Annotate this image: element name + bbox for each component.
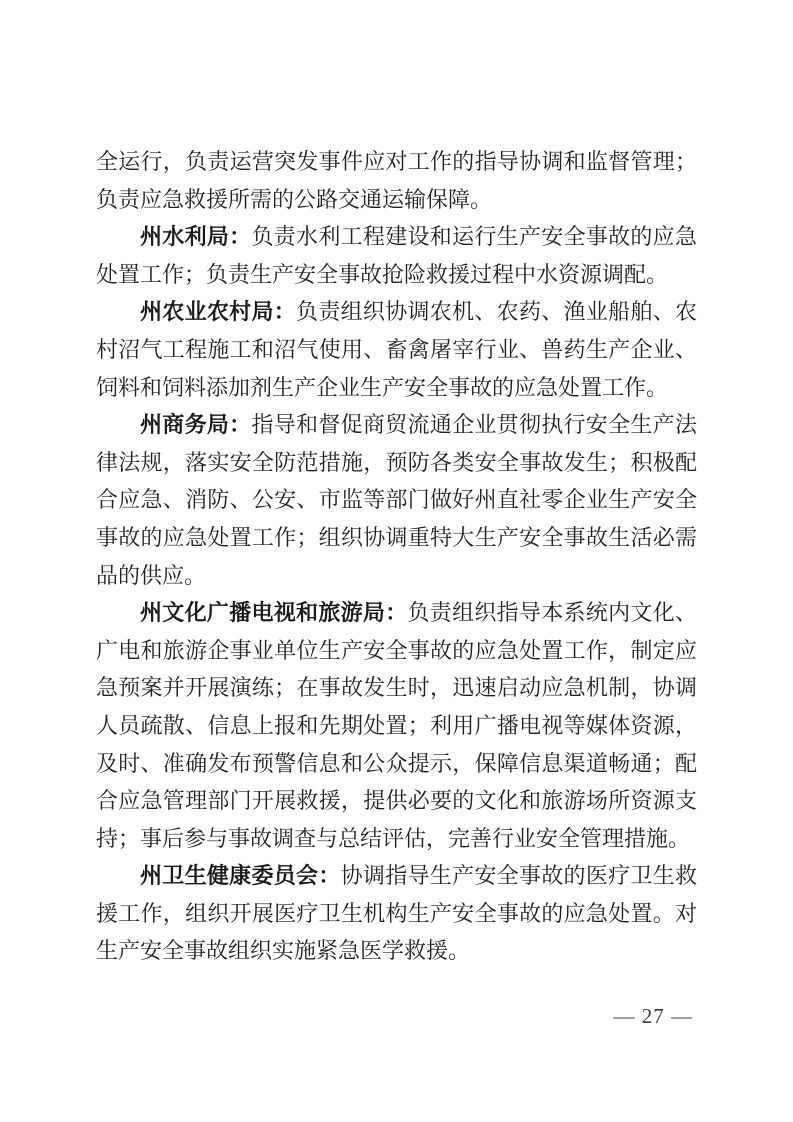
department-heading: 州文化广播电视和旅游局： <box>140 600 408 626</box>
paragraph: 全运行，负责运营突发事件应对工作的指导协调和监督管理；负责应急救援所需的公路交通运输保障。 <box>96 149 697 212</box>
paragraph: 州文化广播电视和旅游局：负责组织指导本系统内文化、广电和旅游企事业单位生产安全事故的应急处置工作，制定应急预案并开展演练；在事故发生时，迅速启动应急机制，协调人员疏散、信息上报和先期处置；利用广播电视等媒体资源，及时、准确发布预警信息和公众提示，保障信息渠道畅通；配合应急管理部门开展救援，提供必要的文化和旅游场所资源支持；事后参与事故调查与总结评估，完善行业安全管理措施。 <box>96 600 697 851</box>
paragraph: 州农业农村局：负责组织协调农机、农药、渔业船舶、农村沼气工程施工和沼气使用、畜禽屠宰行业、兽药生产企业、饲料和饲料添加剂生产企业生产安全事故的应急处置工作。 <box>96 299 697 400</box>
paragraph: 州卫生健康委员会：协调指导生产安全事故的医疗卫生救援工作，组织开展医疗卫生机构生产安全事故的应急处置。对生产安全事故组织实施紧急医学救援。 <box>96 863 697 964</box>
department-heading: 州水利局： <box>140 224 252 250</box>
paragraph: 州商务局：指导和督促商贸流通企业贯彻执行安全生产法律法规，落实安全防范措施，预防各类安全事故发生；积极配合应急、消防、公安、市监等部门做好州直社零企业生产安全事故的应急处置工作；组织协调重特大生产安全事故生活必需品的供应。 <box>96 412 697 588</box>
page-number: — 27 — <box>613 1004 693 1028</box>
department-heading: 州农业农村局： <box>140 299 297 325</box>
department-heading: 州商务局： <box>140 412 252 438</box>
document-body <box>96 143 697 970</box>
paragraph: 州水利局：负责水利工程建设和运行生产安全事故的应急处置工作；负责生产安全事故抢险救援过程中水资源调配。 <box>96 224 697 287</box>
department-heading: 州卫生健康委员会： <box>140 863 341 889</box>
